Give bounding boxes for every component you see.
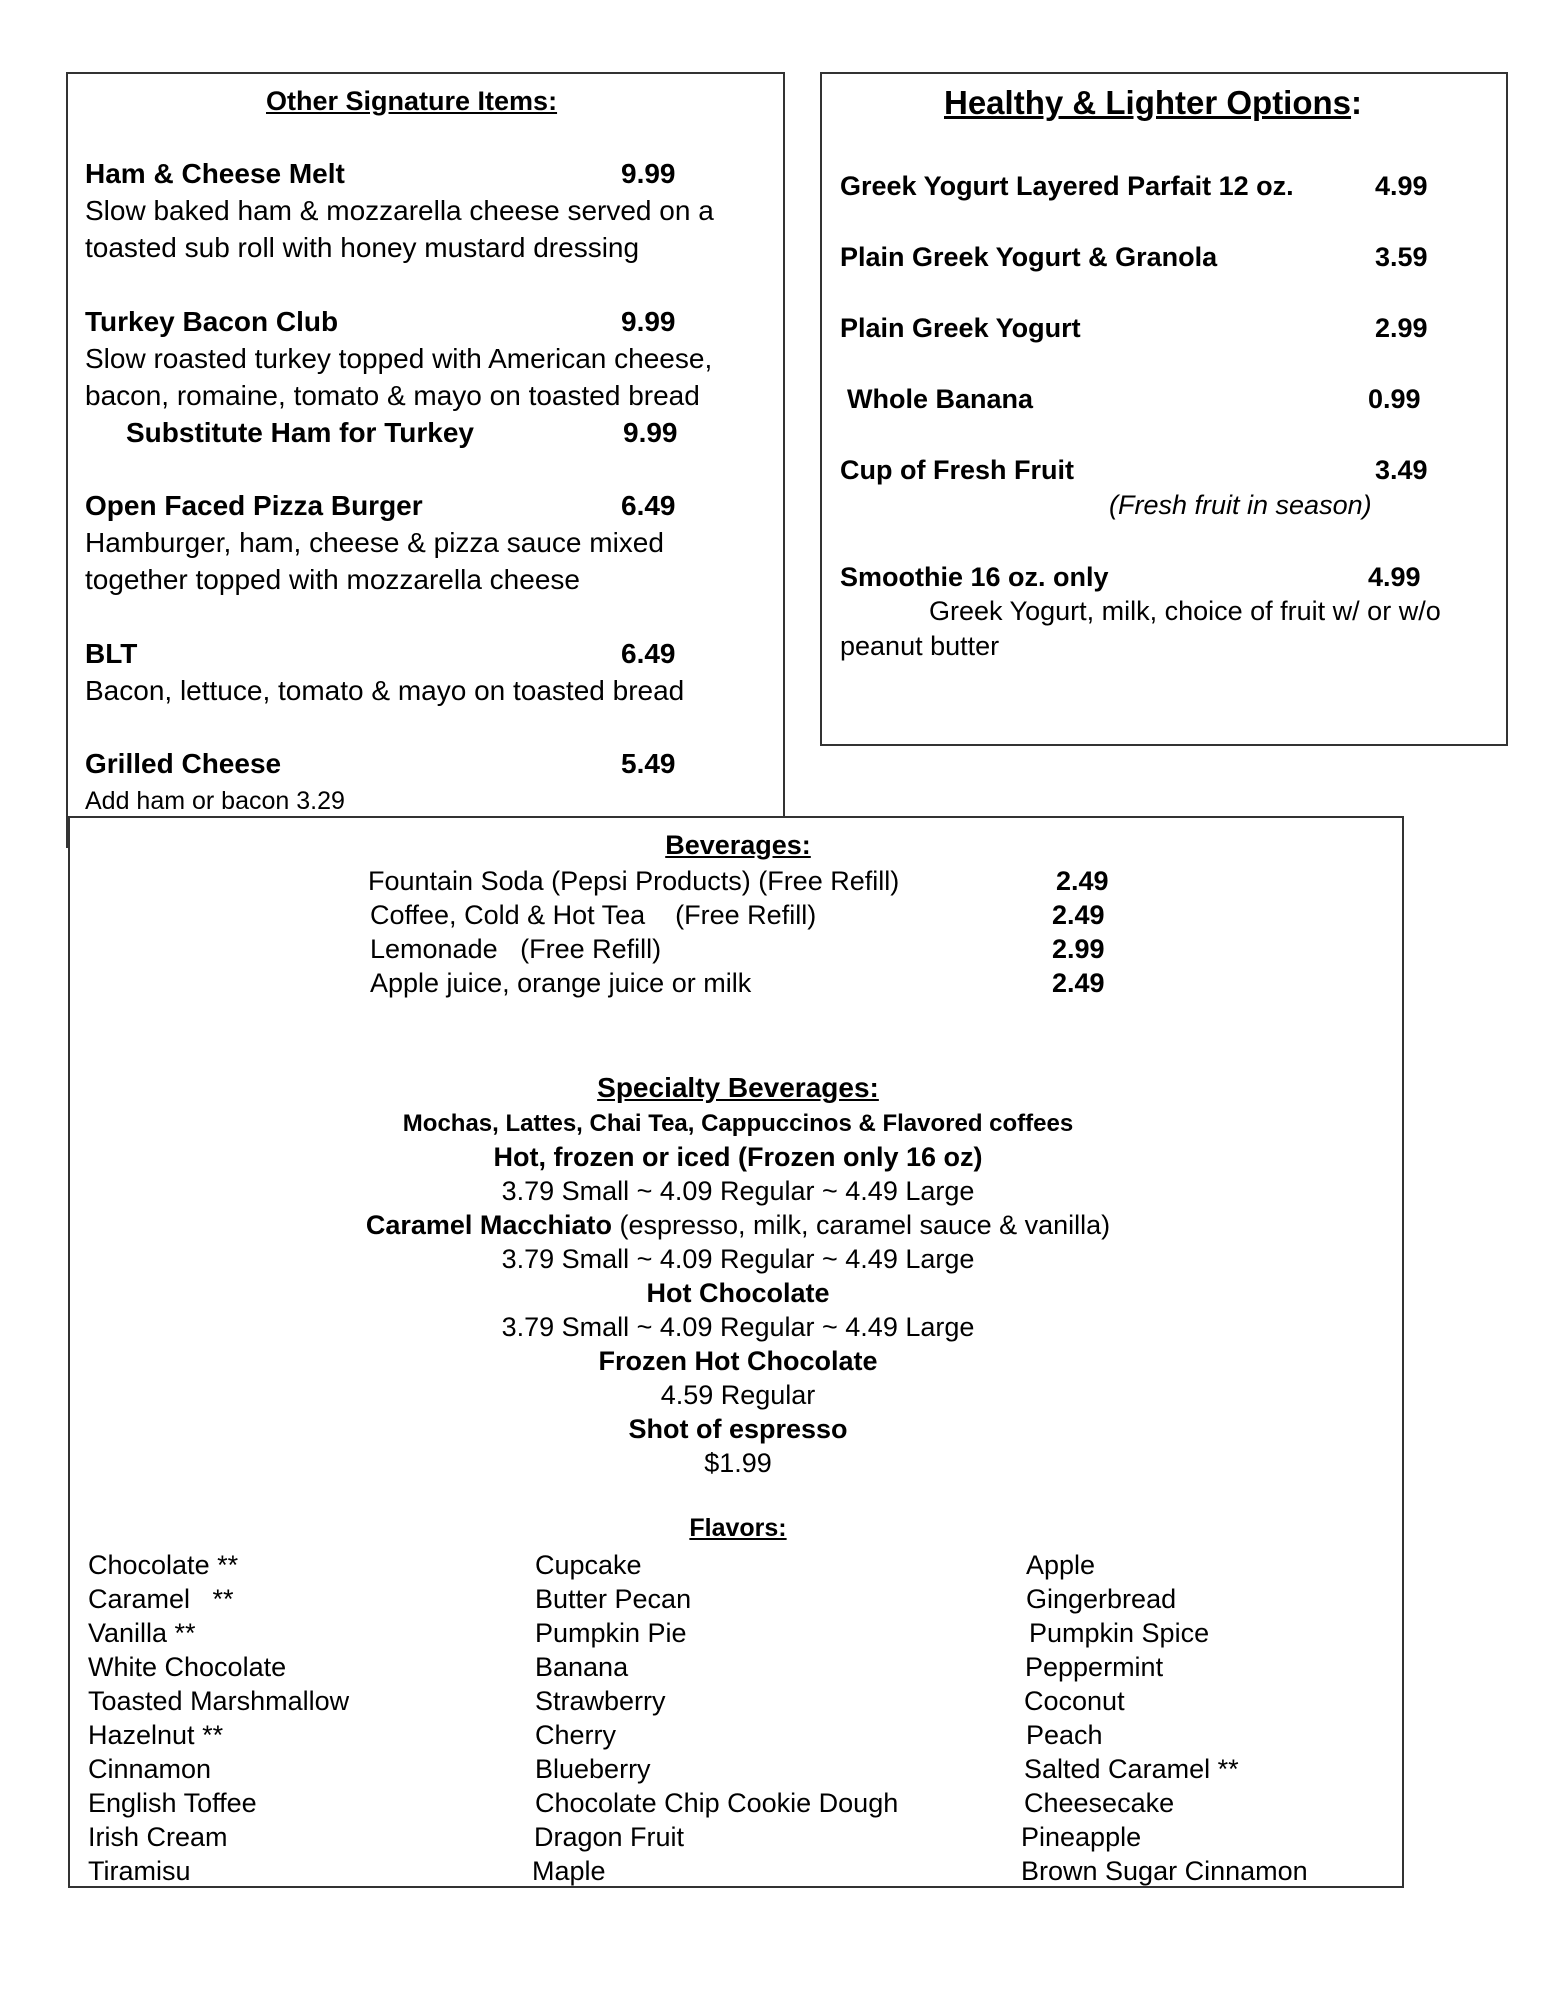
item-description: Add ham or bacon 3.29 (85, 787, 345, 815)
flavor-item: Maple (532, 1856, 606, 1886)
option-name: Plain Greek Yogurt (840, 313, 1081, 343)
beverage-name: Fountain Soda (Pepsi Products) (Free Refill) (368, 866, 900, 896)
item-price: 9.99 (621, 158, 676, 189)
item-description: Bacon, lettuce, tomato & mayo on toasted bread (85, 675, 685, 706)
flavor-item: Tiramisu (88, 1856, 191, 1886)
hot-chocolate: Hot Chocolate (646, 1278, 830, 1308)
item-description: together topped with mozzarella cheese (85, 564, 580, 595)
beverages-box (68, 816, 1404, 1888)
substitute-name: Substitute Ham for Turkey (126, 417, 474, 448)
flavors-heading: Flavors: (689, 1514, 787, 1542)
flavor-item: Cinnamon (88, 1754, 212, 1784)
size-prices: 3.79 Small ~ 4.09 Regular ~ 4.49 Large (501, 1176, 975, 1206)
option-price: 4.99 (1368, 562, 1421, 592)
beverage-price: 2.49 (1056, 866, 1109, 896)
smoothie-description: peanut butter (840, 631, 1000, 661)
substitute-price: 9.99 (623, 417, 678, 448)
beverage-price: 2.49 (1052, 968, 1105, 998)
flavor-item: Banana (535, 1652, 629, 1682)
signature-heading: Other Signature Items: (266, 86, 558, 116)
flavor-item: Vanilla ** (88, 1618, 196, 1648)
item-name: Ham & Cheese Melt (85, 158, 345, 189)
flavor-item: Blueberry (535, 1754, 651, 1784)
option-price: 3.59 (1375, 242, 1428, 272)
shot-of-espresso: Shot of espresso (628, 1414, 848, 1444)
flavor-item: Salted Caramel ** (1024, 1754, 1239, 1784)
frozen-hot-chocolate: Frozen Hot Chocolate (598, 1346, 878, 1376)
healthy-options-box (820, 72, 1508, 746)
smoothie-description: Greek Yogurt, milk, choice of fruit w/ or w/o (929, 596, 1441, 626)
flavor-item: Butter Pecan (535, 1584, 692, 1614)
flavor-item: Strawberry (535, 1686, 666, 1716)
flavor-item: Cherry (535, 1720, 617, 1750)
healthy-heading-text: Healthy & Lighter Options (944, 84, 1352, 121)
flavor-item: Coconut (1024, 1686, 1125, 1716)
flavor-item: Cupcake (535, 1550, 642, 1580)
beverages-heading: Beverages: (665, 830, 811, 860)
item-price: 9.99 (621, 306, 676, 337)
option-price: 4.99 (1375, 171, 1428, 201)
flavor-item: Hazelnut ** (88, 1720, 224, 1750)
item-description: Slow roasted turkey topped with American cheese, (85, 343, 713, 374)
flavor-item: Pineapple (1021, 1822, 1142, 1852)
flavor-item: Apple (1026, 1550, 1096, 1580)
healthy-heading-colon: : (1351, 84, 1363, 121)
option-price: 2.99 (1375, 313, 1428, 343)
item-description: Slow baked ham & mozzarella cheese served on a (85, 195, 714, 226)
flavor-item: Dragon Fruit (534, 1822, 685, 1852)
flavor-item: Brown Sugar Cinnamon (1021, 1856, 1308, 1886)
specialty-line: Hot, frozen or iced (Frozen only 16 oz) (493, 1142, 983, 1172)
beverage-name: Apple juice, orange juice or milk (370, 968, 752, 998)
macchiato-line (70, 1210, 1406, 1241)
item-description: toasted sub roll with honey mustard dressing (85, 232, 640, 263)
option-price: 0.99 (1368, 384, 1421, 414)
flavor-item: Cheesecake (1024, 1788, 1175, 1818)
flavor-item: White Chocolate (88, 1652, 287, 1682)
option-name: Plain Greek Yogurt & Granola (840, 242, 1218, 272)
flavor-item: Toasted Marshmallow (88, 1686, 350, 1716)
size-prices: 3.79 Small ~ 4.09 Regular ~ 4.49 Large (501, 1244, 975, 1274)
signature-items-box (66, 72, 785, 848)
macchiato-name: Caramel Macchiato (365, 1210, 612, 1240)
beverage-price: 2.99 (1052, 934, 1105, 964)
item-description: bacon, romaine, tomato & mayo on toasted bread (85, 380, 700, 411)
beverage-name: Coffee, Cold & Hot Tea (Free Refill) (370, 900, 817, 930)
item-name: Open Faced Pizza Burger (85, 490, 423, 521)
option-name: Greek Yogurt Layered Parfait 12 oz. (840, 171, 1294, 201)
item-name: BLT (85, 638, 138, 669)
flavor-item: Pumpkin Spice (1029, 1618, 1210, 1648)
frozen-price: 4.59 Regular (660, 1380, 816, 1410)
specialty-heading: Specialty Beverages: (597, 1072, 879, 1103)
flavor-item: Caramel ** (88, 1584, 234, 1614)
beverage-name: Lemonade (Free Refill) (370, 934, 662, 964)
item-price: 6.49 (621, 638, 676, 669)
item-name: Turkey Bacon Club (85, 306, 339, 337)
option-name: Cup of Fresh Fruit (840, 455, 1074, 485)
option-price: 3.49 (1375, 455, 1428, 485)
option-name: Smoothie 16 oz. only (840, 562, 1109, 592)
specialty-line: Mochas, Lattes, Chai Tea, Cappuccinos & Flavored coffees (402, 1110, 1074, 1137)
healthy-heading (944, 84, 1362, 122)
flavor-item: English Toffee (88, 1788, 257, 1818)
size-prices: 3.79 Small ~ 4.09 Regular ~ 4.49 Large (501, 1312, 975, 1342)
macchiato-description: (espresso, milk, caramel sauce & vanilla) (611, 1210, 1111, 1240)
option-name: Whole Banana (847, 384, 1034, 414)
flavor-item: Chocolate Chip Cookie Dough (535, 1788, 899, 1818)
item-description: Hamburger, ham, cheese & pizza sauce mixed (85, 527, 664, 558)
flavor-item: Irish Cream (88, 1822, 228, 1852)
beverage-price: 2.49 (1052, 900, 1105, 930)
flavor-item: Chocolate ** (88, 1550, 239, 1580)
fruit-note: (Fresh fruit in season) (1109, 490, 1372, 520)
item-price: 5.49 (621, 748, 676, 779)
flavor-item: Peach (1026, 1720, 1103, 1750)
item-price: 6.49 (621, 490, 676, 521)
flavor-item: Pumpkin Pie (535, 1618, 687, 1648)
flavor-item: Peppermint (1025, 1652, 1164, 1682)
espresso-price: $1.99 (704, 1448, 772, 1478)
item-name: Grilled Cheese (85, 748, 282, 779)
flavor-item: Gingerbread (1026, 1584, 1177, 1614)
